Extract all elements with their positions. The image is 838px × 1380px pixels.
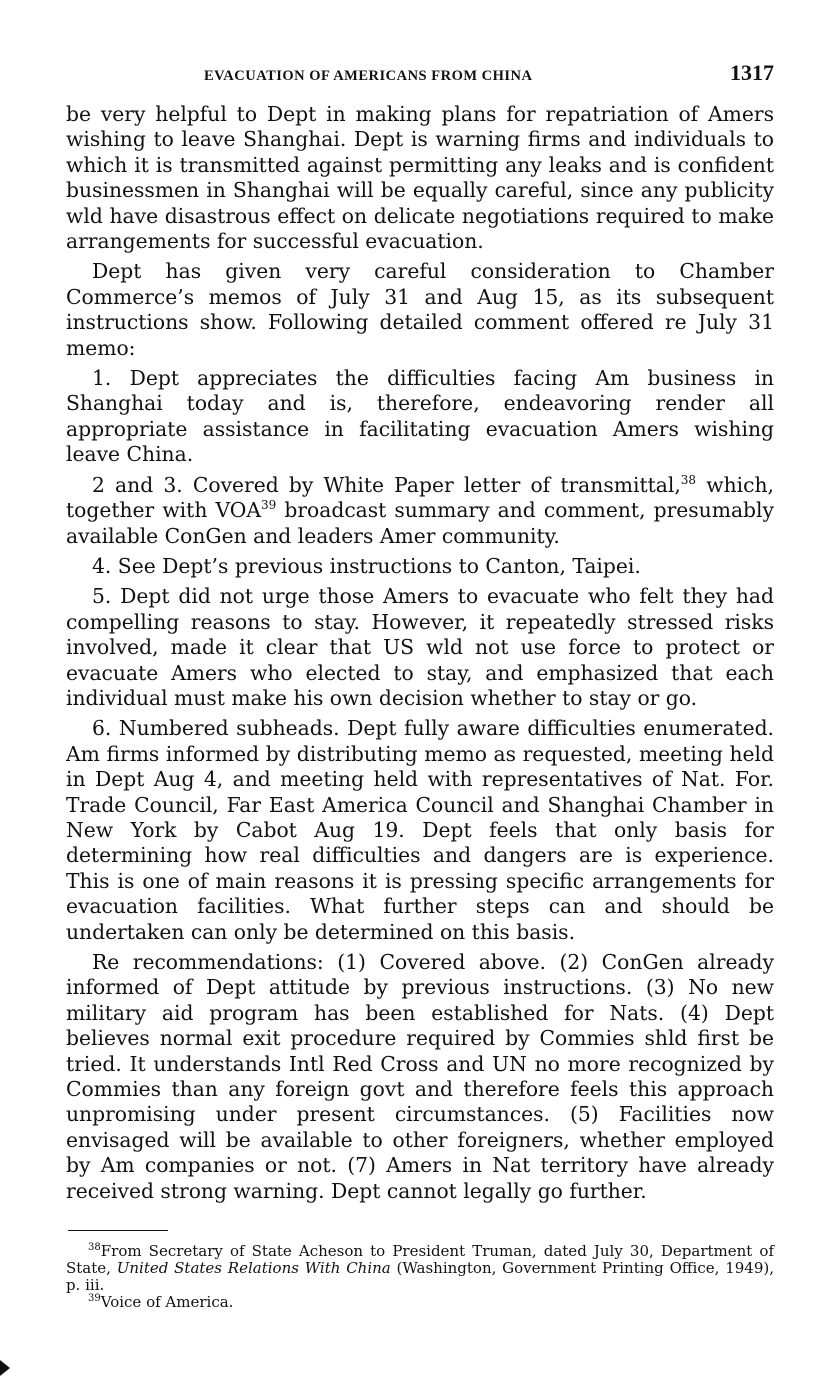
- paragraph-item-2-3-text-b: which, together with VOA: [66, 472, 774, 523]
- footnote-39-mark: 39: [88, 1293, 101, 1305]
- paragraph-item-1: 1. Dept appreciates the difficulties facing Am business in Shanghai today and is, therefore, endeavoring render all appropriate assistance in facilitating evacuation Amers wishing leave China.: [66, 366, 774, 467]
- footnote-38-text-a: From Secretary of State Acheson to President Truman, dated July 30, Department of State,: [66, 1242, 774, 1278]
- paragraph-item-6: 6. Numbered subheads. Dept fully aware difficulties enumerated. Am firms informed by distributing memo as requested, meeting held in Dept Aug 4, and meeting held with representatives of Nat. For. Trade Council, Far East America Council and Shanghai Chamber in New York by Cabot Aug 19. Dept feels that only basis for determining how real difficulties and dangers are is experience. This is one of main reasons it is pressing specific arrangements for evacuation facilities. What further steps can and should be undertaken can only be determined on this basis.: [66, 716, 774, 944]
- footnote-39-text: Voice of America.: [100, 1293, 234, 1312]
- footnote-38: [66, 1243, 774, 1294]
- paragraph-item-4: 4. See Dept’s previous instructions to Canton, Taipei.: [92, 553, 641, 578]
- paragraph-item-2-3: [66, 473, 774, 549]
- corner-arrow-icon: [0, 1360, 10, 1376]
- running-title: EVACUATION OF AMERICANS FROM CHINA: [204, 68, 533, 84]
- paragraph-continued: be very helpful to Dept in making plans for repatriation of Amers wishing to leave Shanghai. Dept is warning firms and individuals to which it is transmitted against permitting any leaks and is confident businessmen in Shanghai will be equally careful, since any publicity wld have disastrous effect on delicate negotiations required to make arrangements for successful evacuation.: [66, 102, 774, 254]
- paragraph-item-2-3-text-c: broadcast summary and comment, presumably available ConGen and leaders Amer community.: [66, 498, 774, 548]
- page-number: 1317: [730, 60, 774, 85]
- footnote-38-title: United States Relations With China: [116, 1259, 391, 1278]
- footnote-ref-38: 38: [680, 472, 697, 487]
- paragraph-item-2-3-text-a: 2 and 3. Covered by White Paper letter of transmittal,: [92, 472, 681, 497]
- footnote-ref-39: 39: [261, 498, 277, 513]
- footnote-divider: [68, 1230, 168, 1231]
- body-text: [66, 102, 774, 1204]
- footnote-38-mark: 38: [88, 1242, 101, 1254]
- paragraph-consideration: Dept has given very careful consideration to Chamber Commerce’s memos of July 31 and Aug 15, as its subsequent instructions show. Following detailed comment offered re July 31 memo:: [66, 259, 774, 360]
- paragraph-item-5: 5. Dept did not urge those Amers to evacuate who felt they had compelling reasons to stay. However, it repeatedly stressed risks involved, made it clear that US wld not use force to protect or evacuate Amers who elected to stay, and emphasized that each individual must make his own decision whether to stay or go.: [66, 584, 774, 710]
- footnote-38-text-b: (Washington, Government Printing Office, 1949), p. iii.: [66, 1259, 775, 1295]
- document-page: [66, 58, 774, 1311]
- footnotes: [66, 1243, 774, 1311]
- page-header: [66, 58, 774, 98]
- footnote-39: [66, 1294, 774, 1311]
- paragraph-recommendations: Re recommendations: (1) Covered above. (2) ConGen already informed of Dept attitude by previous instructions. (3) No new military aid program has been established for Nats. (4) Dept believes normal exit procedure required by Commies shld first be tried. It understands Intl Red Cross and UN no more recognized by Commies than any foreign govt and therefore feels this approach unpromising under present circumstances. (5) Facilities now envisaged will be available to other foreigners, whether employed by Am companies or not. (7) Amers in Nat territory have already received strong warning. Dept cannot legally go further.: [66, 950, 774, 1203]
